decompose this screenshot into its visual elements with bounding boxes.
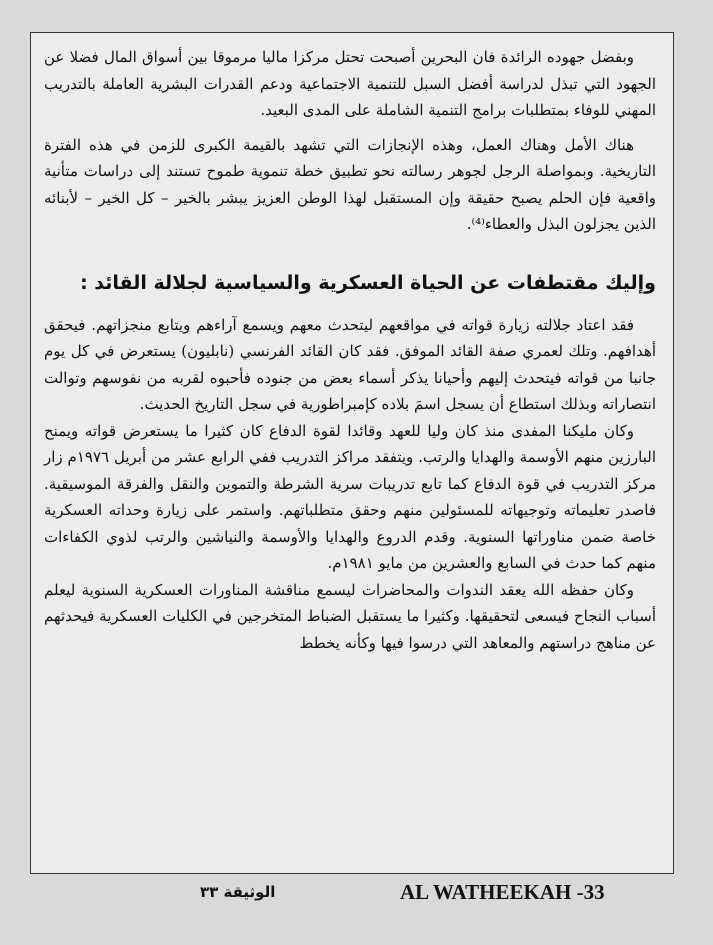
section-heading: وإليك مقتطفات عن الحياة العسكرية والسياسية لجلالة القائد :	[80, 271, 656, 294]
paragraph-5: وكان حفظه الله يعقد الندوات والمحاضرات ليسمع مناقشة المناورات العسكرية السنوية ليعلم أسباب النجاح فيسعى لتحقيقها. وكثيرا ما يستقبل الضباط المتخرجين في الكليات العسكرية فيحدثهم عن مناهج دراستهم والمعاهد التي درسوا فيها وكأنه يخطط	[44, 580, 656, 652]
paragraph-4: وكان مليكنا المفدى منذ كان وليا للعهد وقائدا لقوة الدفاع كان كثيرا ما يستعرض قواته ويمنح البارزين منهم الأوسمة والهدايا والرتب. ويتفقد مراكز التدريب ففي الرابع عشر من أبريل ١٩٧٦م زار مركز التدريب في قوة الدفاع كما تابع تدريبات سرية الشرطة والتموين والنقل والفرقة الموسيقية. فاصدر تعليماته وتوجيهاته للمسئولين منهم وحقق متطلباتهم. واستمر على زيارة وحداته العسكرية خاصة ضمن مناوراتها السنوية. وقدم الدروع والهدايا والأوسمة والنياشين والرتب لذوي الكفاءات منهم كما حدث في السابع والعشرين من مايو ١٩٨١م.	[44, 421, 656, 572]
article-body	[44, 44, 656, 656]
paragraph-2: هناك الأمل وهناك العمل، وهذه الإنجازات التي تشهد بالقيمة الكبرى للزمن في هذه الفترة التاريخية. وبمواصلة الرجل لجوهر رسالته نحو تطبيق خطة تنموية طموح تستند إلى دراسات متأنية واقعية فإن الحلم يصبح حقيقة وإن المستقبل لهذا الوطن العزيز يبشر بالخير – كل الخير – لأبنائه الذين يجزلون البذل والعطاء⁽⁴⁾.	[44, 135, 656, 233]
footer-arabic-page-label: الوثيقة ٣٣	[200, 883, 276, 901]
paragraph-1: وبفضل جهوده الرائدة فان البحرين أصبحت تحتل مركزا ماليا مرموقا بين أسواق المال فضلا عن الجهود التي تبذل لدراسة أفضل السبل للتنمية الاجتماعية ودعم القدرات البشرية العاملة بالتدريب المهني للوفاء بمتطلبات برامج التنمية الشاملة على المدى البعيد.	[44, 48, 656, 119]
footer-english-page-label: AL WATHEEKAH -33	[400, 880, 605, 904]
paragraph-3: فقد اعتاد جلالته زيارة قواته في مواقعهم ليتحدث معهم ويسمع آراءهم ويتابع منجزاتهم. فيحقق أهدافهم. وتلك لعمري صفة القائد الموفق. فقد كان القائد الفرنسي (نابليون) يستعرض في كل يوم جانبا من قواته فيتحدث إليهم وأحيانا يذكر أسماء بعض من جنوده فأحبوه لقربه من نفوسهم وتوالت انتصاراته وبذلك استطاع أن يسجل اسمَ بلاده كإمبراطورية في سجل التاريخ الحديث.	[44, 315, 656, 413]
